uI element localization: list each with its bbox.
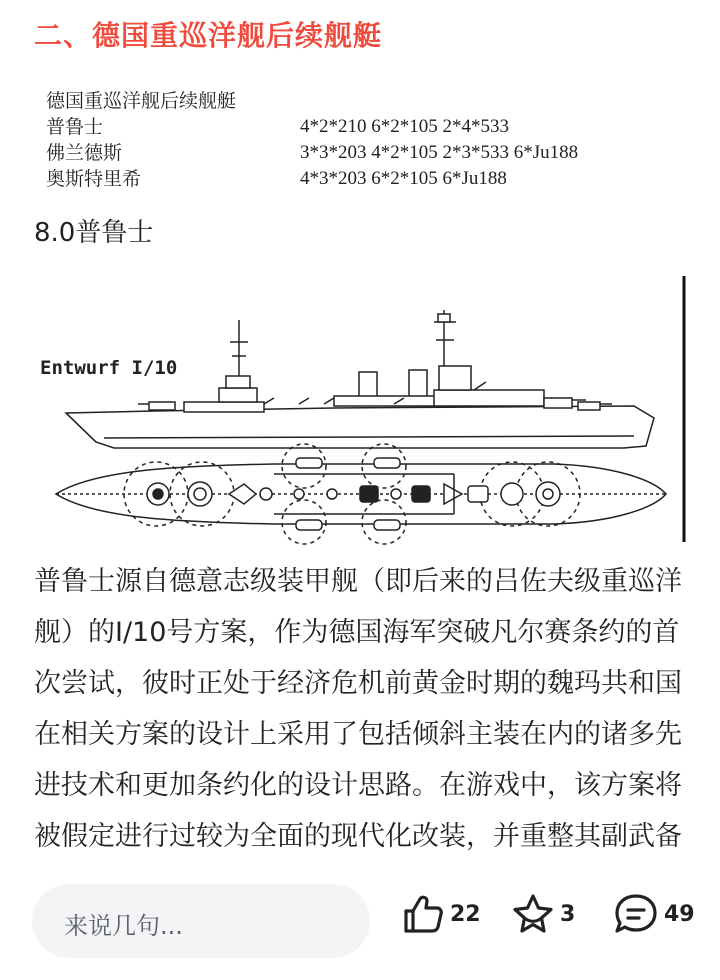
star-icon bbox=[510, 891, 556, 937]
like-count: 22 bbox=[450, 901, 481, 927]
section-title: 二、德国重巡洋舰后续舰艇 bbox=[34, 19, 383, 52]
ship-armament: 4*2*210 6*2*105 2*4*533 bbox=[300, 116, 509, 137]
spec-row bbox=[46, 140, 686, 166]
like-button[interactable] bbox=[400, 890, 481, 938]
spec-row bbox=[46, 166, 686, 192]
ship-deck-plan bbox=[56, 444, 666, 544]
ship-diagram[interactable] bbox=[34, 270, 686, 548]
thumbs-up-icon bbox=[400, 891, 446, 937]
ship-name: 佛兰德斯 bbox=[46, 142, 123, 164]
ship-name: 奥斯特里希 bbox=[46, 168, 142, 190]
ship-armament: 3*3*203 4*2*105 2*3*533 6*Ju188 bbox=[300, 142, 579, 163]
spec-row bbox=[46, 114, 686, 140]
spec-table bbox=[46, 88, 686, 192]
favorite-count: 3 bbox=[560, 901, 576, 927]
comment-placeholder: 来说几句... bbox=[64, 912, 183, 940]
comment-count: 49 bbox=[664, 901, 695, 927]
ship-armament: 4*3*203 6*2*105 6*Ju188 bbox=[300, 168, 507, 189]
diagram-label: Entwurf I/10 bbox=[40, 357, 178, 379]
favorite-button[interactable] bbox=[510, 890, 575, 938]
ship-name: 普鲁士 bbox=[46, 116, 104, 138]
bottom-action-bar bbox=[0, 868, 720, 980]
comment-input[interactable] bbox=[32, 884, 370, 958]
comments-button[interactable] bbox=[612, 890, 695, 938]
article-paragraph: 普鲁士源自德意志级装甲舰（即后来的吕佐夫级重巡洋舰）的I/10号方案，作为德国海军突破凡尔赛条约的首次尝试，彼时正处于经济危机前黄金时期的魏玛共和国在相关方案的设计上采用了包括倾斜主装在内的诸多先进技术和更加条约化的设计思路。在游戏中，该方案将被假定进行过较为全面的现代化改装，并重整其副武备 bbox=[34, 566, 682, 852]
ship-side-profile bbox=[66, 310, 654, 448]
ship-subheading: 8.0普鲁士 bbox=[34, 218, 154, 248]
spec-table-title: 德国重巡洋舰后续舰艇 bbox=[46, 90, 237, 112]
chat-bubble-icon bbox=[612, 891, 660, 937]
